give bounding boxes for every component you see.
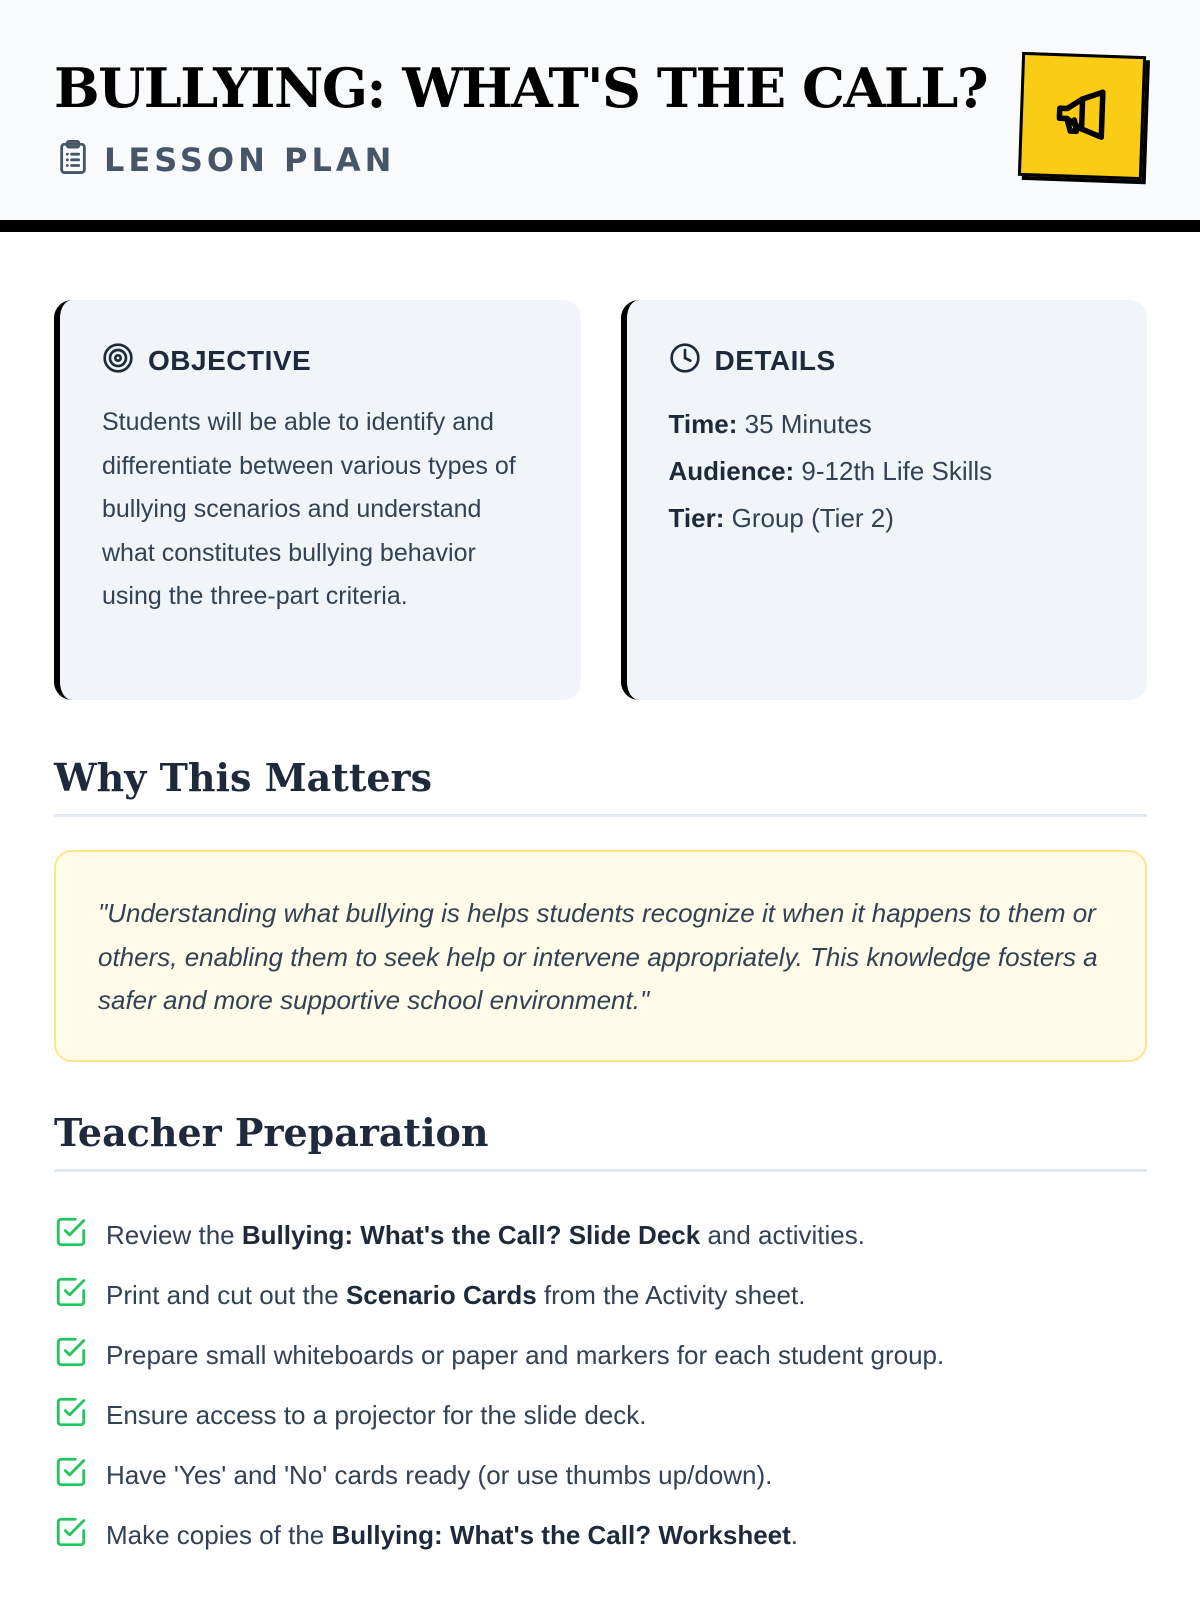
subtitle-row <box>56 138 395 181</box>
detail-time-label: Time: <box>668 409 738 439</box>
target-icon <box>102 342 134 379</box>
list-item <box>54 1505 944 1565</box>
detail-audience-value: 9-12th Life Skills <box>801 456 993 486</box>
info-cards <box>54 300 1147 700</box>
prep-item-text: Print and cut out the Scenario Cards from the Activity sheet. <box>106 1279 806 1310</box>
detail-tier-value: Group (Tier 2) <box>731 503 894 533</box>
check-square-icon <box>54 1275 88 1316</box>
detail-audience <box>669 448 1108 495</box>
detail-time <box>669 401 1108 448</box>
prep-item-text: Ensure access to a projector for the slide deck. <box>106 1399 647 1430</box>
prep-item-text: Prepare small whiteboards or paper and markers for each student group. <box>106 1339 945 1370</box>
why-quote: "Understanding what bullying is helps students recognize it when it happens to them or others, enabling them to seek help or intervene appropriately. This knowledge fosters a safer and more supportive school environment." <box>54 850 1147 1062</box>
megaphone-icon <box>1051 82 1113 149</box>
detail-tier-label: Tier: <box>668 503 725 533</box>
check-square-icon <box>54 1395 88 1436</box>
page-title: BULLYING: WHAT'S THE CALL? <box>54 56 987 120</box>
detail-time-value: 35 Minutes <box>744 409 872 439</box>
teacher-preparation-heading: Teacher Preparation <box>54 1110 1147 1172</box>
clock-icon <box>669 342 701 379</box>
detail-tier <box>669 495 1108 542</box>
prep-item-text: Have 'Yes' and 'No' cards ready (or use thumbs up/down). <box>106 1459 773 1490</box>
list-item <box>54 1385 944 1445</box>
prep-item-text: Review the Bullying: What's the Call? Slide Deck and activities. <box>106 1219 865 1250</box>
prep-item-text: Make copies of the Bullying: What's the Call? Worksheet. <box>106 1519 799 1550</box>
details-header <box>669 342 1108 379</box>
header <box>0 0 1200 232</box>
list-item <box>54 1265 944 1325</box>
why-this-matters-heading: Why This Matters <box>54 755 1147 817</box>
objective-text: Students will be able to identify and differentiate between various types of bullying scenarios and understand what constitutes bullying behavior using the three-part criteria. <box>102 408 516 610</box>
prep-checklist <box>54 1205 944 1565</box>
check-square-icon <box>54 1215 88 1256</box>
detail-audience-label: Audience: <box>668 456 795 486</box>
details-card <box>621 300 1148 700</box>
check-square-icon <box>54 1515 88 1556</box>
clipboard-icon <box>56 138 90 181</box>
objective-title: OBJECTIVE <box>148 344 312 376</box>
lesson-plan-label: LESSON PLAN <box>104 140 396 179</box>
check-square-icon <box>54 1335 88 1376</box>
details-title: DETAILS <box>714 344 836 376</box>
list-item <box>54 1445 944 1505</box>
check-square-icon <box>54 1455 88 1496</box>
list-item <box>54 1205 944 1265</box>
objective-card <box>54 300 581 700</box>
list-item <box>54 1325 944 1385</box>
objective-header <box>102 342 541 379</box>
megaphone-badge <box>1018 52 1146 180</box>
